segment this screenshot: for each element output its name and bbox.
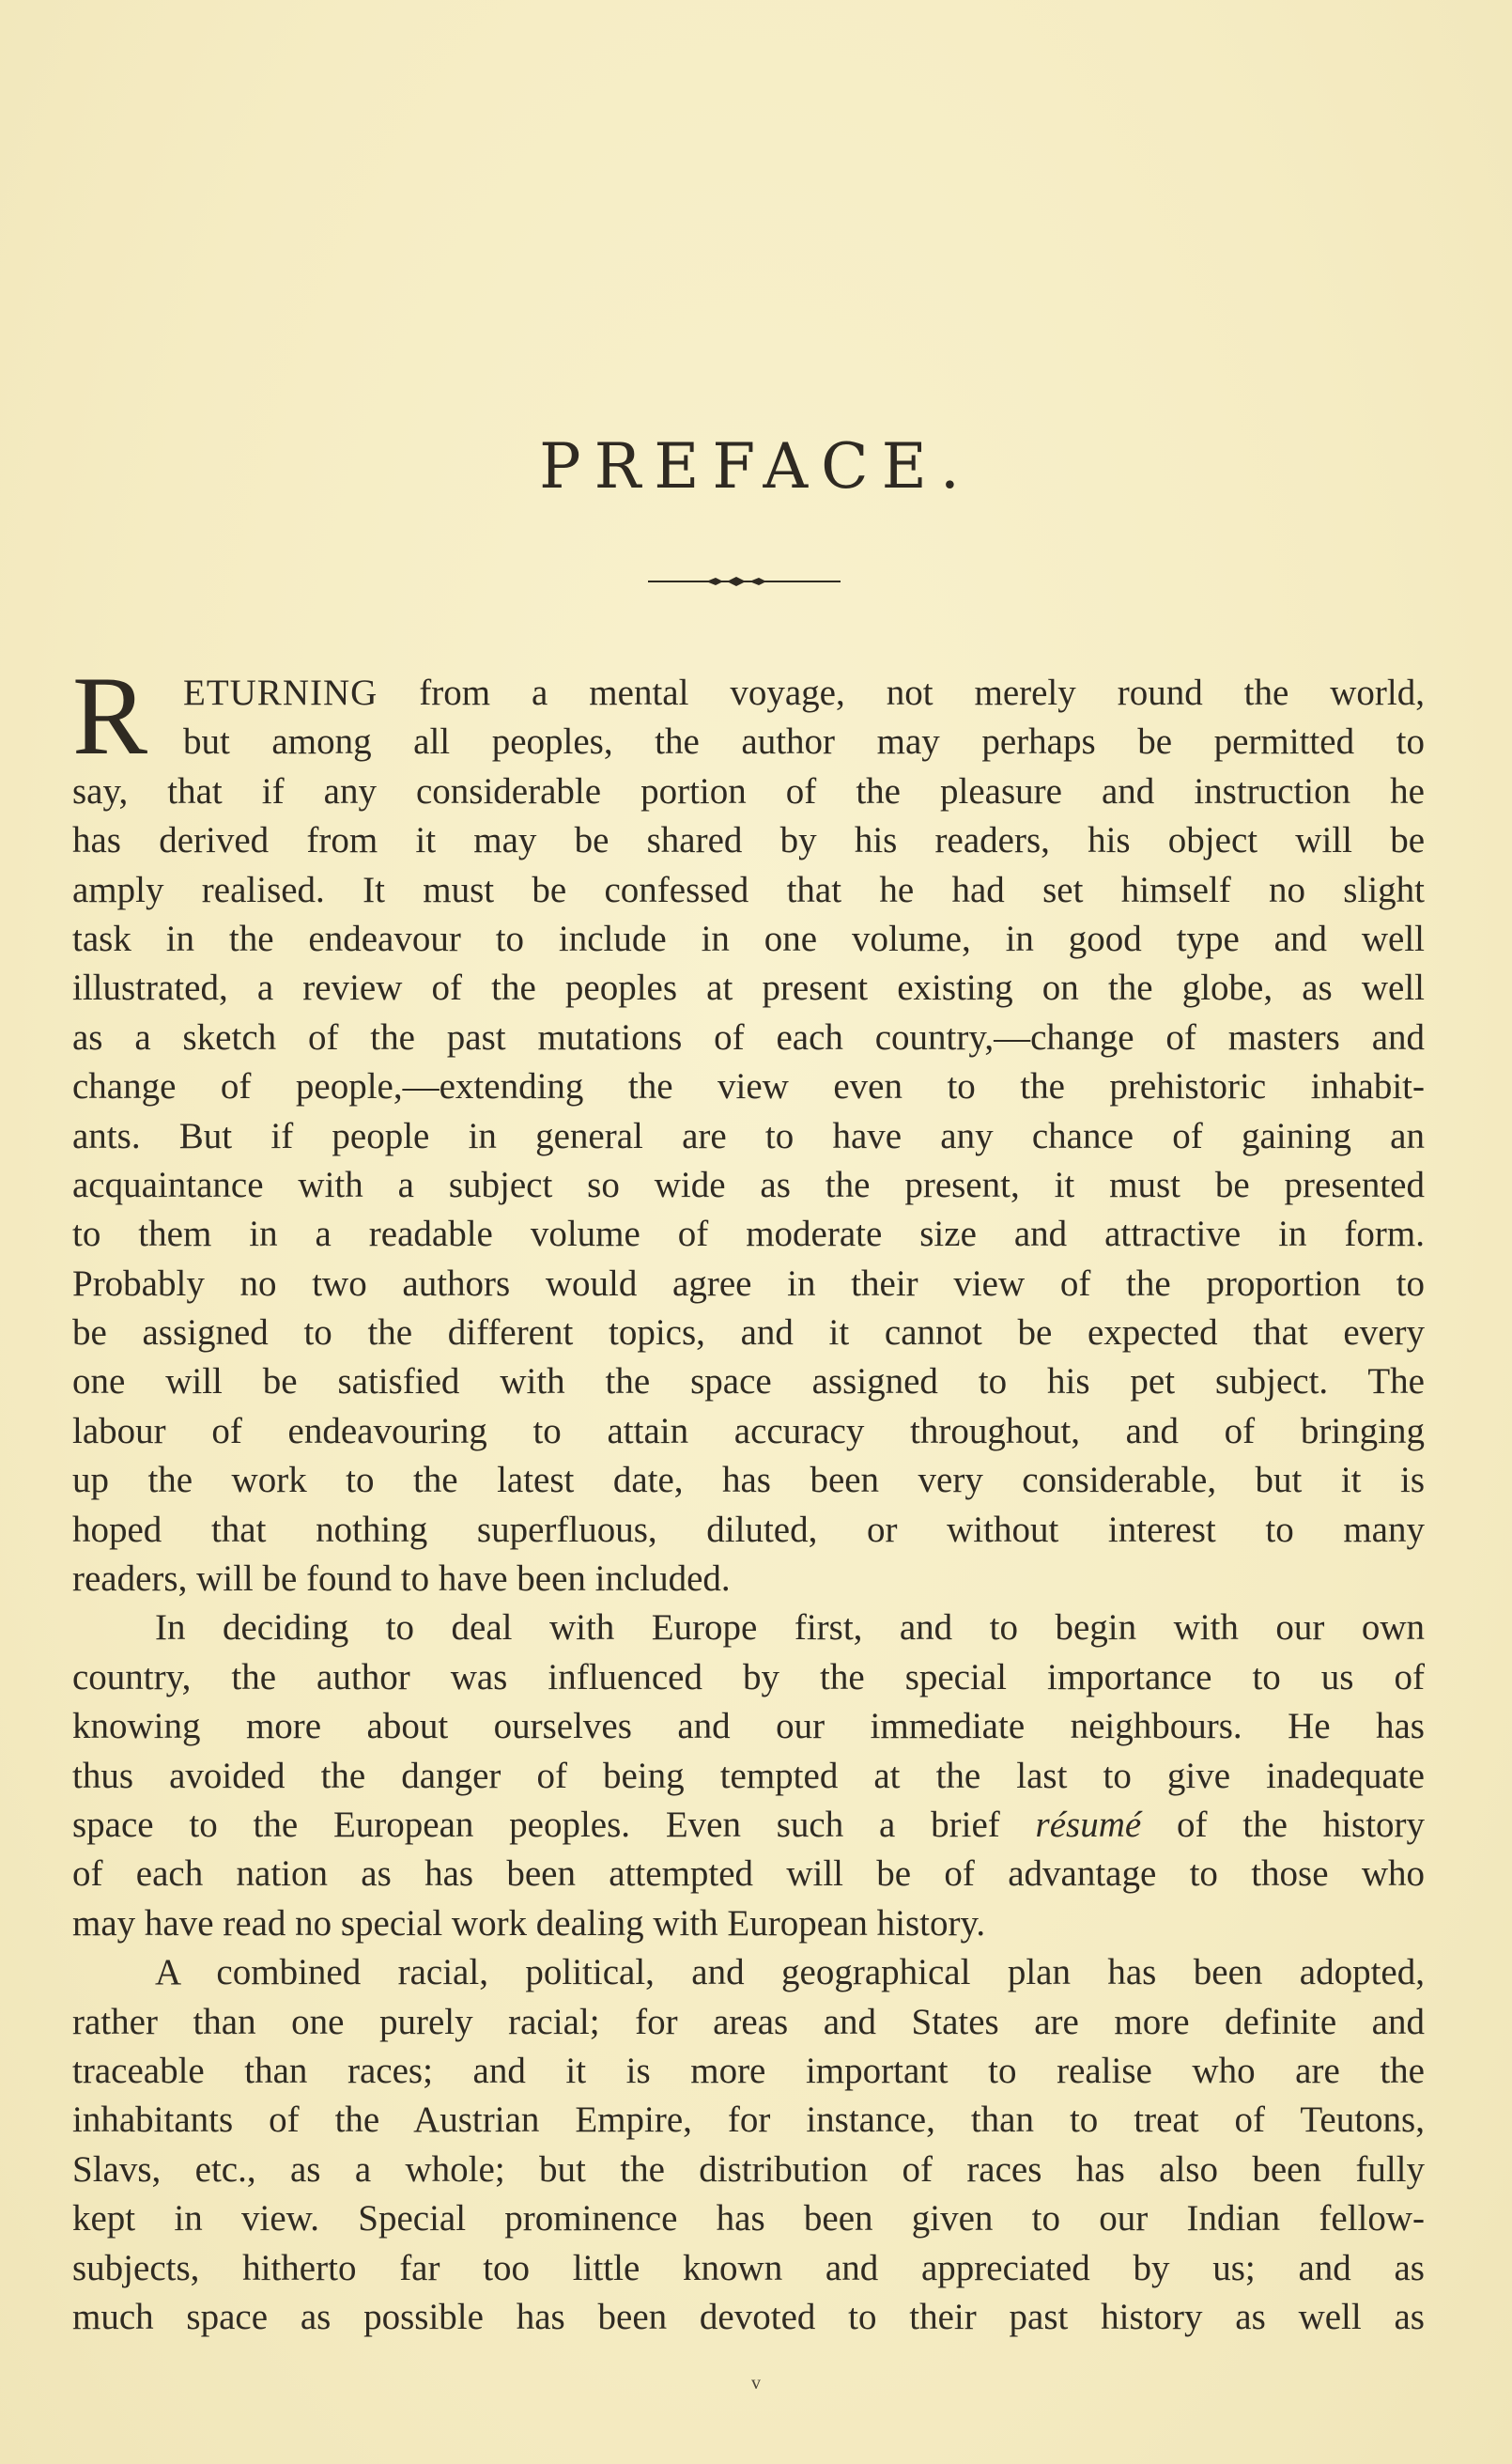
text-line-16: labour of endeavouring to attain accuracy throughout, and of bringing — [72, 1410, 1425, 1451]
text-line-24: space to the European peoples. Even such a brief résumé of the history — [72, 1804, 1426, 1845]
text-line-18: hoped that nothing superfluous, diluted, or without interest to many — [72, 1509, 1425, 1550]
text-line-17: up the work to the latest date, has been very considerable, but it is — [72, 1460, 1425, 1501]
page-title: PREFACE. — [539, 430, 973, 503]
preface-body-text — [72, 653, 1426, 2342]
text-line-2: but among all peoples, the author may perhaps be permitted to — [183, 721, 1425, 763]
text-line-10: ants. But if people in general are to have any chance of gaining an — [72, 1115, 1425, 1156]
first-word-small-caps: ETURNING — [183, 673, 378, 713]
text-line-20: In deciding to deal with Europe first, and to begin with our own — [155, 1607, 1425, 1649]
text-line-21: country, the author was influenced by the special importance to us of — [72, 1656, 1425, 1697]
text-line-34: much space as possible has been devoted to their past history as well as — [72, 2296, 1425, 2337]
text-line-3: say, that if any considerable portion of the pleasure and instruction he — [72, 770, 1425, 812]
drop-cap-initial: R — [72, 653, 148, 778]
text-line-33: subjects, hitherto far too little known and appreciated by us; and as — [72, 2247, 1425, 2288]
text-line-8: as a sketch of the past mutations of each country,—change of masters and — [72, 1016, 1425, 1058]
text-line-12: to them in a readable volume of moderate size and attractive in form. — [72, 1214, 1425, 1255]
text-line-30: inhabitants of the Austrian Empire, for instance, than to treat of Teutons, — [72, 2100, 1425, 2141]
text-line-25: of each nation as has been attempted will be of advantage to those who — [72, 1853, 1425, 1895]
text-line-32: kept in view. Special prominence has been given to our Indian fellow- — [72, 2198, 1425, 2239]
text-line-11: acquaintance with a subject so wide as the present, it must be presented — [72, 1164, 1425, 1205]
text-line-14: be assigned to the different topics, and it cannot be expected that every — [72, 1312, 1425, 1354]
text-line-31: Slavs, etc., as a whole; but the distribution of races has also been fully — [72, 2148, 1425, 2190]
text-line-1: ETURNING from a mental voyage, not merely round the world, — [183, 673, 1425, 713]
text-line-23: thus avoided the danger of being tempted at the last to give inadequate — [72, 1755, 1425, 1796]
text-line-6: task in the endeavour to include in one volume, in good type and well — [72, 918, 1425, 959]
text-line-29: traceable than races; and it is more important to realise who are the — [72, 2050, 1425, 2091]
italic-resume: résumé — [1035, 1804, 1142, 1845]
text-line-9: change of people,—extending the view even to the prehistoric inhabit- — [72, 1066, 1425, 1108]
text-line-19: readers, will be found to have been included. — [72, 1558, 731, 1600]
text-line-5: amply realised. It must be confessed that he had set himself no slight — [72, 869, 1425, 910]
text-line-13: Probably no two authors would agree in their view of the proportion to — [72, 1263, 1425, 1304]
text-line-28: rather than one purely racial; for areas and States are more definite and — [72, 2001, 1425, 2042]
page-number: v — [751, 2373, 761, 2394]
text-line-15: one will be satisfied with the space assigned to his pet subject. The — [72, 1361, 1425, 1402]
text-line-7: illustrated, a review of the peoples at present existing on the globe, as well — [72, 968, 1425, 1009]
text-line-26: may have read no special work dealing with European history. — [72, 1902, 986, 1944]
text-line-22: knowing more about ourselves and our immediate neighbours. He has — [72, 1706, 1425, 1747]
text-line-27: A combined racial, political, and geographical plan has been adopted, — [155, 1952, 1425, 1993]
title-ornament-rule — [648, 575, 841, 588]
text-line-4: has derived from it may be shared by his readers, his object will be — [72, 820, 1425, 861]
